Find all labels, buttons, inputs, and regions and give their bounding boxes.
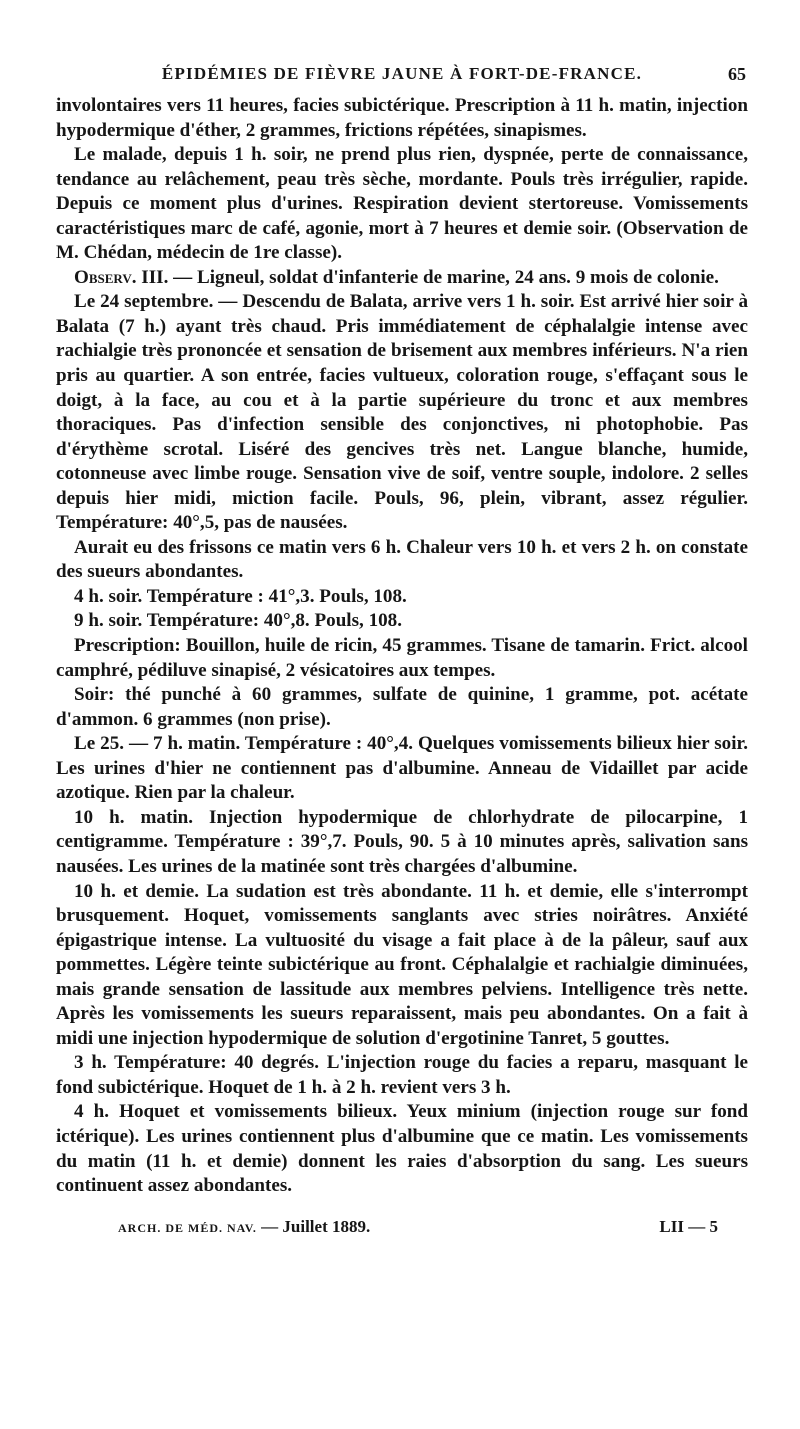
paragraph: Le 25. — 7 h. matin. Température : 40°,4. Quelques vomissements bilieux hier soir. Les urines d'hier ne contiennent pas d'albumine. Anneau de Vidaillet par acide azotique. Rien par la chaleur.	[56, 733, 748, 804]
observation-text: — Ligneul, soldat d'infanterie de marine, 24 ans. 9 mois de colonie.	[173, 266, 719, 288]
running-head	[56, 60, 748, 88]
paragraph: Prescription: Bouillon, huile de ricin, 45 grammes. Tisane de tamarin. Frict. alcool camphré, pédiluve sinapisé, 2 vésicatoires aux tempes.	[56, 635, 748, 681]
paragraph: Le 24 septembre. — Descendu de Balata, arrive vers 1 h. soir. Est arrivé hier soir à Balata (7 h.) ayant très chaud. Pris immédiatement de céphalalgie intense avec rachialgie très prononcée et sensation de brisement aux membres inférieurs. N'a rien pris au quartier. A son entrée, facies vultueux, coloration rouge, s'effaçant sous le doigt, à la face, au cou et à la partie supérieure du tronc et aux membres thoraciques. Pas d'infection sensible des conjonctives, ni photophobie. Pas d'érythème scrotal. Liséré des gencives très net. Langue blanche, humide, cotonneuse avec limbe rouge. Sensation vive de soif, ventre souple, indolore. 2 selles depuis hier midi, miction facile. Pouls, 96, plein, vibrant, assez régulier. Température: 40°,5, pas de nausées.	[56, 291, 748, 534]
footer	[56, 1217, 748, 1243]
page-number: 65	[728, 64, 746, 84]
paragraph: 9 h. soir. Température: 40°,8. Pouls, 108.	[74, 610, 403, 632]
journal-abbreviation: ARCH. DE MÉD. NAV.	[118, 1220, 257, 1235]
paragraph: 10 h. matin. Injection hypodermique de chlorhydrate de pilocarpine, 1 centigramme. Température : 39°,7. Pouls, 90. 5 à 10 minutes après, salivation sans nausées. Les urines de la matinée sont très chargées d'albumine.	[56, 806, 748, 877]
paragraph: 3 h. Température: 40 degrés. L'injection rouge du facies a reparu, masquant le fond subictérique. Hoquet de 1 h. à 2 h. revient vers 3 h.	[56, 1052, 748, 1098]
footer-left	[118, 1217, 370, 1237]
running-title: ÉPIDÉMIES DE FIÈVRE JAUNE À FORT-DE-FRANCE.	[161, 64, 643, 83]
paragraph: Soir: thé punché à 60 grammes, sulfate de quinine, 1 gramme, pot. acétate d'ammon. 6 grammes (non prise).	[56, 684, 748, 730]
paragraph: 4 h. Hoquet et vomissements bilieux. Yeux minium (injection rouge sur fond ictérique). Les urines contiennent plus d'albumine que ce matin. Les vomissements du matin (11 h. et demie) donnent les raies d'absorption du sang. Les sueurs continuent assez abondantes.	[56, 1101, 748, 1197]
observation-label: Observ. III.	[74, 266, 169, 288]
paragraph: 4 h. soir. Température : 41°,3. Pouls, 108.	[74, 585, 407, 607]
paragraph: involontaires vers 11 heures, facies subictérique. Prescription à 11 h. matin, injection hypodermique d'éther, 2 grammes, frictions répétées, sinapismes.	[56, 95, 748, 141]
paragraph: 10 h. et demie. La sudation est très abondante. 11 h. et demie, elle s'interrompt brusquement. Hoquet, vomissements sanglants avec stries noirâtres. Anxiété épigastrique intense. La vultuosité du visage a fait place à de la pâleur, sauf aux pommettes. Légère teinte subictérique au front. Céphalalgie et rachialgie diminuées, mais grande sensation de lassitude aux membres pelviens. Intelligence très nette. Après les vomissements les sueurs reparaissent, mais peu abondantes. On a fait à midi une injection hypodermique de solution d'ergotinine Tanret, 5 gouttes.	[56, 880, 748, 1049]
publication-date: — Juillet 1889.	[261, 1216, 371, 1236]
paragraph: Aurait eu des frissons ce matin vers 6 h. Chaleur vers 10 h. et vers 2 h. on constate des sueurs abondantes.	[56, 536, 748, 583]
observation-paragraph	[56, 266, 748, 291]
paragraph: Le malade, depuis 1 h. soir, ne prend plus rien, dyspnée, perte de connaissance, tendance au relâchement, peau très sèche, mordante. Pouls très irrégulier, rapide. Depuis ce moment plus d'urines. Respiration devient stertoreuse. Vomissements caractéristiques marc de café, agonie, mort à 7 heures et demie soir. (Observation de M. Chédan, médecin de 1re classe).	[56, 144, 748, 264]
signature-mark: LII — 5	[659, 1216, 718, 1236]
body-text	[56, 94, 748, 1199]
